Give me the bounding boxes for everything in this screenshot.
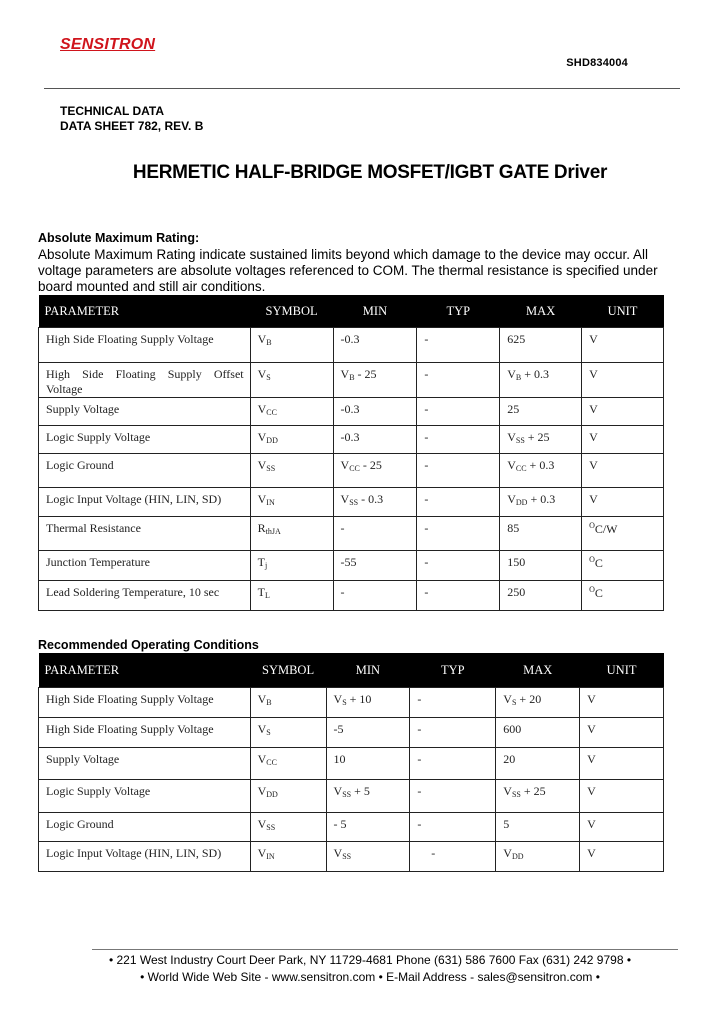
symbol-main: V bbox=[257, 784, 267, 798]
max-post: + 0.3 bbox=[527, 492, 556, 506]
table-row bbox=[39, 688, 664, 718]
unit-cell: V bbox=[582, 328, 664, 363]
min-cell: - bbox=[333, 581, 417, 611]
param-cell: Supply Voltage bbox=[39, 398, 251, 426]
min-sub: CC bbox=[349, 464, 360, 473]
symbol-main: V bbox=[257, 430, 267, 444]
param-cell: High Side Floating Supply Voltage bbox=[39, 328, 251, 363]
symbol-cell bbox=[250, 748, 326, 780]
table-row bbox=[39, 328, 664, 363]
table-row bbox=[39, 780, 664, 813]
max-sub: DD bbox=[511, 852, 524, 861]
rec-op-table bbox=[38, 653, 664, 872]
symbol-sub: j bbox=[264, 561, 268, 570]
param-cell: High Side Floating Supply Voltage bbox=[39, 718, 251, 748]
symbol-main: V bbox=[257, 402, 267, 416]
symbol-cell bbox=[250, 488, 333, 517]
part-number: SHD834004 bbox=[566, 57, 628, 69]
unit-main: C bbox=[594, 556, 603, 570]
col-min: MIN bbox=[326, 653, 410, 688]
symbol-sub: IN bbox=[266, 852, 275, 861]
typ-cell: - bbox=[417, 328, 500, 363]
symbol-sub: CC bbox=[266, 758, 277, 767]
footer-divider bbox=[92, 949, 678, 950]
max-cell bbox=[496, 842, 580, 872]
param-cell: Logic Supply Voltage bbox=[39, 780, 251, 813]
param-cell: Supply Voltage bbox=[39, 748, 251, 780]
col-max: MAX bbox=[500, 295, 582, 328]
unit-cell: V bbox=[580, 718, 664, 748]
param-cell: High Side Floating Supply Voltage bbox=[39, 688, 251, 718]
max-post: + 0.3 bbox=[521, 367, 549, 381]
unit-cell: V bbox=[580, 748, 664, 780]
min-cell: -5 bbox=[326, 718, 410, 748]
unit-cell: V bbox=[582, 363, 664, 398]
max-cell bbox=[496, 780, 580, 813]
abs-max-heading: Absolute Maximum Rating: bbox=[38, 231, 200, 245]
symbol-main: V bbox=[257, 458, 267, 472]
symbol-main: T bbox=[257, 555, 265, 569]
symbol-cell bbox=[250, 551, 333, 581]
max-cell: 5 bbox=[496, 813, 580, 842]
unit-cell bbox=[582, 581, 664, 611]
typ-cell: - bbox=[417, 551, 500, 581]
max-sub: CC bbox=[515, 464, 527, 473]
min-post: + 10 bbox=[346, 692, 372, 706]
min-sub: SS bbox=[342, 852, 352, 861]
param-cell bbox=[39, 363, 251, 398]
col-symbol: SYMBOL bbox=[250, 295, 333, 328]
table-row bbox=[39, 718, 664, 748]
symbol-cell bbox=[250, 718, 326, 748]
min-cell bbox=[326, 780, 410, 813]
footer-contact: • World Wide Web Site - www.sensitron.com • E-Mail Address - sales@sensitron.com • bbox=[140, 970, 600, 984]
unit-cell: V bbox=[582, 398, 664, 426]
symbol-main: V bbox=[257, 846, 267, 860]
typ-cell: - bbox=[417, 454, 500, 488]
param-text: High Side Floating Supply Offset Voltage bbox=[46, 367, 244, 396]
abs-max-description: Absolute Maximum Rating indicate sustained limits beyond which damage to the device may occur. All voltage parameters are absolute voltages referenced to COM. The thermal resistance is specified under board mounted and still air conditions. bbox=[38, 247, 658, 294]
typ-cell: - bbox=[410, 813, 496, 842]
table-row bbox=[39, 842, 664, 872]
max-sub: S bbox=[511, 698, 517, 707]
col-parameter: PARAMETER bbox=[39, 653, 251, 688]
symbol-cell bbox=[250, 426, 333, 454]
max-cell bbox=[496, 688, 580, 718]
max-cell: 250 bbox=[500, 581, 582, 611]
min-main: V bbox=[333, 692, 343, 706]
param-cell: Logic Ground bbox=[39, 454, 251, 488]
max-main: V bbox=[507, 458, 516, 472]
min-cell bbox=[326, 688, 410, 718]
symbol-sub: SS bbox=[266, 464, 276, 473]
min-post: - 25 bbox=[354, 367, 377, 381]
max-sub: SS bbox=[515, 436, 525, 445]
param-cell: Logic Ground bbox=[39, 813, 251, 842]
document-title: HERMETIC HALF-BRIDGE MOSFET/IGBT GATE Driver bbox=[132, 162, 608, 183]
col-min: MIN bbox=[333, 295, 417, 328]
max-cell bbox=[500, 363, 582, 398]
symbol-sub: CC bbox=[266, 408, 277, 417]
symbol-main: V bbox=[257, 692, 267, 706]
company-logo: SENSITRON bbox=[60, 36, 156, 53]
min-cell: 10 bbox=[326, 748, 410, 780]
abs-max-table bbox=[38, 295, 664, 611]
min-main: V bbox=[340, 492, 350, 506]
symbol-cell bbox=[250, 780, 326, 813]
col-typ: TYP bbox=[410, 653, 496, 688]
symbol-cell bbox=[250, 363, 333, 398]
typ-cell: - bbox=[410, 842, 496, 872]
symbol-sub: B bbox=[266, 338, 272, 347]
max-post: + 0.3 bbox=[526, 458, 555, 472]
table-row bbox=[39, 426, 664, 454]
unit-cell: V bbox=[580, 842, 664, 872]
table-row bbox=[39, 517, 664, 551]
symbol-cell bbox=[250, 688, 326, 718]
min-cell: -55 bbox=[333, 551, 417, 581]
min-main: V bbox=[340, 367, 350, 381]
min-main: V bbox=[333, 846, 343, 860]
max-sub: DD bbox=[515, 498, 528, 507]
col-unit: UNIT bbox=[582, 295, 664, 328]
min-post: + 5 bbox=[351, 784, 370, 798]
typ-cell: - bbox=[417, 517, 500, 551]
max-main: V bbox=[503, 692, 512, 706]
max-cell: 85 bbox=[500, 517, 582, 551]
typ-cell: - bbox=[417, 488, 500, 517]
unit-cell bbox=[582, 517, 664, 551]
unit-sup: O bbox=[589, 555, 595, 564]
min-cell: - bbox=[333, 517, 417, 551]
table-row bbox=[39, 454, 664, 488]
symbol-sub: DD bbox=[266, 790, 278, 799]
symbol-sub: DD bbox=[266, 436, 278, 445]
symbol-sub: IN bbox=[266, 498, 275, 507]
min-post: - 0.3 bbox=[358, 492, 384, 506]
symbol-main: T bbox=[257, 585, 265, 599]
param-cell: Lead Soldering Temperature, 10 sec bbox=[39, 581, 251, 611]
min-cell bbox=[333, 363, 417, 398]
technical-data-block bbox=[60, 104, 203, 134]
max-post: + 25 bbox=[520, 784, 546, 798]
table-row bbox=[39, 581, 664, 611]
unit-sup: O bbox=[589, 521, 595, 530]
symbol-cell bbox=[250, 398, 333, 426]
symbol-sub: SS bbox=[266, 823, 276, 832]
symbol-main: V bbox=[257, 492, 267, 506]
max-cell: 600 bbox=[496, 718, 580, 748]
rec-op-heading: Recommended Operating Conditions bbox=[38, 638, 259, 652]
symbol-main: V bbox=[257, 752, 267, 766]
table-row bbox=[39, 398, 664, 426]
symbol-cell bbox=[250, 454, 333, 488]
unit-cell: V bbox=[580, 813, 664, 842]
min-cell bbox=[333, 454, 417, 488]
min-cell bbox=[326, 842, 410, 872]
typ-cell: - bbox=[417, 426, 500, 454]
min-cell: -0.3 bbox=[333, 398, 417, 426]
max-main: V bbox=[503, 846, 512, 860]
max-cell bbox=[500, 454, 582, 488]
symbol-cell bbox=[250, 813, 326, 842]
typ-cell: - bbox=[410, 688, 496, 718]
table-row bbox=[39, 551, 664, 581]
symbol-cell bbox=[250, 581, 333, 611]
symbol-cell bbox=[250, 842, 326, 872]
unit-cell bbox=[582, 551, 664, 581]
max-cell: 25 bbox=[500, 398, 582, 426]
col-typ: TYP bbox=[417, 295, 500, 328]
max-sub: B bbox=[515, 373, 522, 382]
min-cell bbox=[333, 488, 417, 517]
max-main: V bbox=[507, 430, 516, 444]
param-cell: Thermal Resistance bbox=[39, 517, 251, 551]
max-cell: 20 bbox=[496, 748, 580, 780]
symbol-main: V bbox=[257, 817, 267, 831]
max-sub: SS bbox=[511, 790, 521, 799]
abs-max-header-row bbox=[39, 295, 664, 328]
param-cell: Logic Input Voltage (HIN, LIN, SD) bbox=[39, 488, 251, 517]
typ-cell: - bbox=[417, 363, 500, 398]
table-row bbox=[39, 813, 664, 842]
param-cell: Logic Supply Voltage bbox=[39, 426, 251, 454]
symbol-cell bbox=[250, 517, 333, 551]
min-sub: B bbox=[349, 373, 355, 382]
max-post: + 20 bbox=[516, 692, 542, 706]
datasheet-revision: DATA SHEET 782, REV. B bbox=[60, 119, 204, 133]
unit-main: C bbox=[594, 586, 603, 600]
min-cell: - 5 bbox=[326, 813, 410, 842]
symbol-main: V bbox=[257, 722, 267, 736]
symbol-sub: L bbox=[264, 591, 270, 600]
typ-cell: - bbox=[417, 398, 500, 426]
unit-main: C/W bbox=[594, 522, 618, 536]
min-cell: -0.3 bbox=[333, 328, 417, 363]
unit-cell: V bbox=[582, 488, 664, 517]
max-cell bbox=[500, 488, 582, 517]
symbol-main: R bbox=[257, 521, 266, 535]
symbol-main: V bbox=[257, 332, 267, 346]
max-main: V bbox=[503, 784, 512, 798]
table-row bbox=[39, 488, 664, 517]
typ-cell: - bbox=[410, 718, 496, 748]
typ-cell: - bbox=[410, 748, 496, 780]
param-cell: Logic Input Voltage (HIN, LIN, SD) bbox=[39, 842, 251, 872]
max-main: V bbox=[507, 367, 516, 381]
typ-cell: - bbox=[417, 581, 500, 611]
technical-data-label: TECHNICAL DATA bbox=[60, 104, 164, 118]
max-cell: 625 bbox=[500, 328, 582, 363]
col-symbol: SYMBOL bbox=[250, 653, 326, 688]
unit-cell: V bbox=[582, 454, 664, 488]
symbol-sub: B bbox=[266, 698, 272, 707]
min-sub: SS bbox=[349, 498, 359, 507]
param-cell: Junction Temperature bbox=[39, 551, 251, 581]
min-cell: -0.3 bbox=[333, 426, 417, 454]
footer-address: • 221 West Industry Court Deer Park, NY 11729-4681 Phone (631) 586 7600 Fax (631) 242 9798 • bbox=[108, 953, 632, 967]
symbol-cell bbox=[250, 328, 333, 363]
min-main: V bbox=[333, 784, 343, 798]
col-unit: UNIT bbox=[580, 653, 664, 688]
max-cell bbox=[500, 426, 582, 454]
table-row bbox=[39, 748, 664, 780]
symbol-sub: S bbox=[266, 728, 271, 737]
typ-cell: - bbox=[410, 780, 496, 813]
min-main: V bbox=[340, 458, 350, 472]
max-cell: 150 bbox=[500, 551, 582, 581]
max-post: + 25 bbox=[524, 430, 550, 444]
unit-cell: V bbox=[580, 688, 664, 718]
min-post: - 25 bbox=[359, 458, 382, 472]
min-sub: S bbox=[342, 698, 347, 707]
col-max: MAX bbox=[496, 653, 580, 688]
header-divider bbox=[44, 88, 680, 89]
table-row bbox=[39, 363, 664, 398]
col-parameter: PARAMETER bbox=[39, 295, 251, 328]
symbol-sub: thJA bbox=[265, 527, 281, 536]
symbol-main: V bbox=[257, 367, 267, 381]
min-sub: SS bbox=[342, 790, 352, 799]
max-main: V bbox=[507, 492, 516, 506]
unit-cell: V bbox=[582, 426, 664, 454]
unit-sup: O bbox=[589, 585, 595, 594]
symbol-sub: S bbox=[266, 373, 271, 382]
rec-op-header-row bbox=[39, 653, 664, 688]
unit-cell: V bbox=[580, 780, 664, 813]
